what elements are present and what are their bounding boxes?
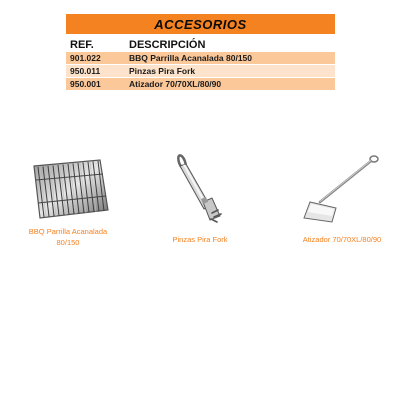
accessories-table [66, 14, 335, 90]
product-caption: Atizador 70/70XL/80/90 [302, 235, 382, 244]
row-description: BBQ Parrilla Acanalada 80/150 [129, 53, 253, 63]
tongs-icon [168, 152, 240, 224]
grill-grate-icon [24, 158, 118, 220]
row-description: Atizador 70/70XL/80/90 [129, 79, 222, 89]
caption-line: BBQ Parrilla Acanalada [28, 227, 108, 236]
row-description: Pinzas Pira Fork [129, 66, 196, 76]
table-row [66, 64, 335, 77]
header-ref: REF. [70, 39, 94, 51]
product-tongs [160, 152, 240, 245]
poker-icon [298, 152, 392, 224]
table-title: ACCESORIOS [66, 14, 335, 34]
row-ref: 950.011 [70, 66, 101, 76]
product-caption: Pinzas Pira Fork [172, 235, 228, 244]
product-grill-grate [18, 158, 118, 248]
table-row [66, 51, 335, 64]
product-poker [292, 152, 392, 245]
caption-line: 80/150 [56, 238, 80, 247]
row-ref: 901.022 [70, 53, 101, 63]
table-header [66, 34, 335, 51]
row-ref: 950.001 [70, 79, 101, 89]
header-description: DESCRIPCIÓN [129, 39, 206, 51]
table-row [66, 77, 335, 90]
product-caption [18, 226, 118, 248]
